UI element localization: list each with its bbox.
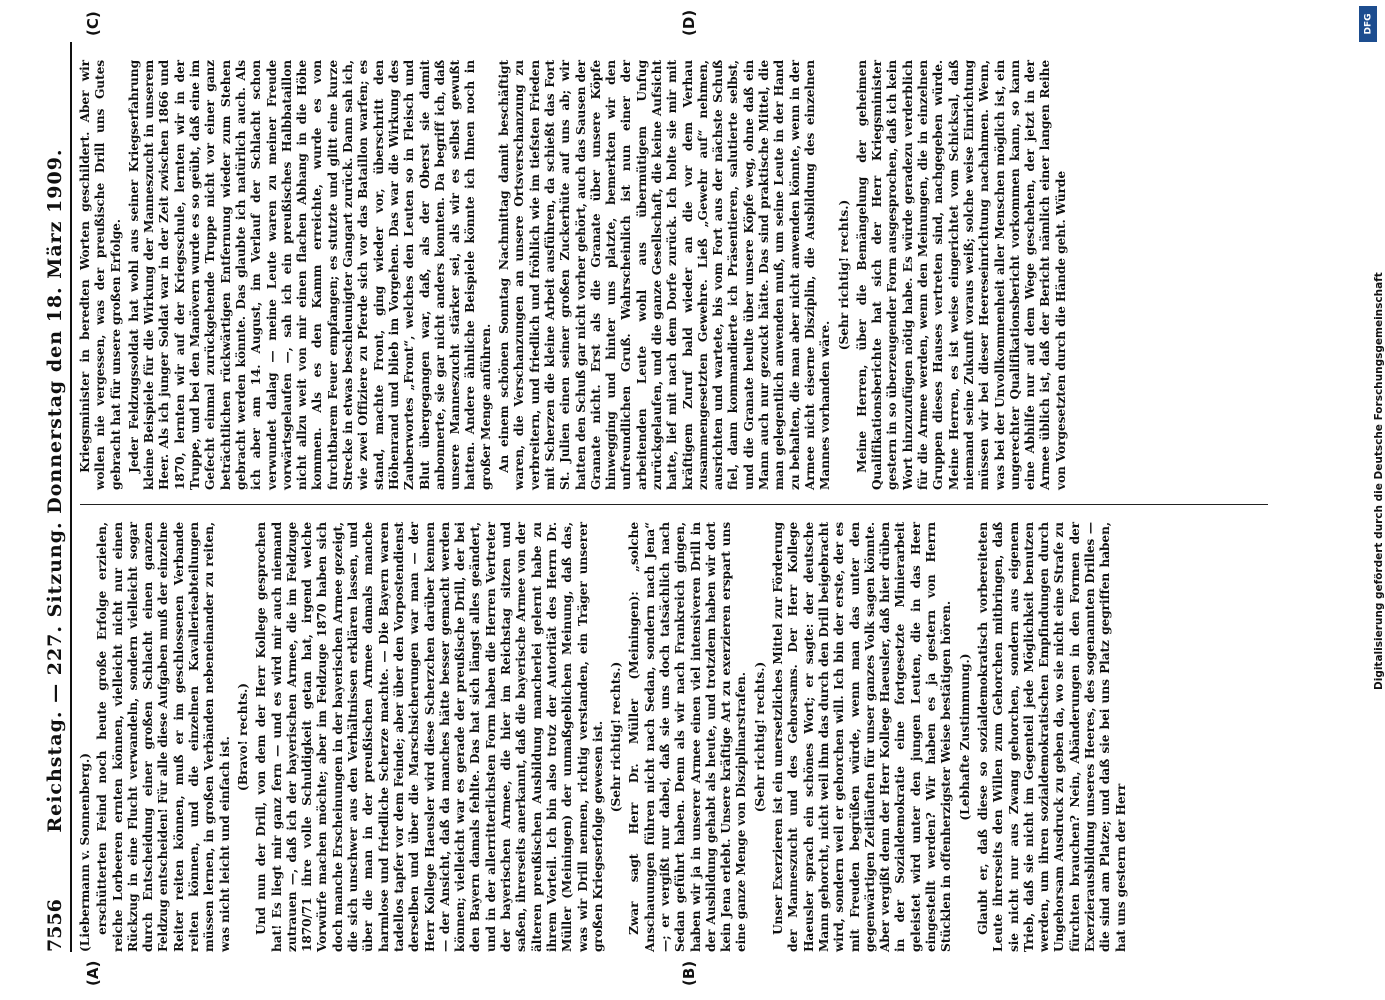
margin-marker-d: (D) <box>680 9 698 36</box>
dfg-logo <box>1359 6 1377 42</box>
paragraph: An einem schönen Sonntag Nachmittag damit beschäftigt waren, die Verschanzungen an unsere Ortsverschanzung zu verbreitern, und friedlich und fröhlich wie im tiefsten Frieden mit Scherzen die kleine Arbeit ausführen, da schießt das Fort St. Julien einen seiner großen Zuckerhüte auf uns ab; wir hatten den Schuß gar nicht vorher gehört, auch das Sausen der Granate nicht. Erst als die Granate über unsere Köpfe hinwegging und hinter uns platzte, bemerkten wir den unfreundlichen Gruß. Wahrscheinlich ist nun einer der arbeitenden Leute wohl aus übermütigem Unfug zurückgelaufen, und die ganze Gesellschaft, die keine Aufsicht hatte, lief mit nach dem Dorfe zurück. Ich holte sie mir mit kräftigem Zuruf bald wieder an die vor dem Verhau zusammengesetzten Gewehre. Ließ „Gewehr auf“ nehmen, ausrichten und wartete, bis vom Fort aus der nächste Schuß fiel, dann kommandierte ich Präsentieren, salutierte selbst, und die Granate heulte über unsere Köpfe weg, ohne daß ein Mann auch nur gezuckt hätte. Das sind praktische Mittel, die man gelegentlich anwenden muß, um seine Leute in der Hand zu behalten, die man aber nicht anwenden könnte, wenn in der Armee nicht eiserne Disziplin, die Ausbildung des einzelnen Mannes vorhanden wäre. <box>497 60 833 490</box>
page-title: Reichstag. — 227. Sitzung. Donnerstag den 18. März 1909. <box>44 148 66 833</box>
paragraph: Zwar sagt Herr Dr. Müller (Meiningen): „solche Anschauungen führen nicht nach Sedan, sondern nach Jena“ —; er vergißt nur dabei, daß sie uns doch tatsächlich nach Sedan geführt haben. Denn als wir nach Frankreich gingen, haben wir ja in unserer Armee einen viel intensiveren Drill in der Ausbildung gehabt als heute, und trotzdem haben wir dort kein Jena erlebt. Unsere kräftige Art zu exerzieren erspart uns eine ganze Menge von Disziplinarstrafen. <box>627 522 749 952</box>
interjection: (Sehr richtig! rechts.) <box>836 199 851 351</box>
page-number: 7556 <box>44 899 66 952</box>
paragraph: Und nun der Drill, von dem der Herr Kollege gesprochen hat! Es liegt mir ganz fern — und es wird mir auch niemand zutrauen —, daß ich der bayerischen Armee, die im Feldzuge 1870/71 ihre volle Schuldigkeit getan hat, irgend welche Vorwürfe machen möchte; aber im Feldzuge 1870 haben sich doch manche Erscheinungen in der bayerischen Armee gezeigt, die sich unschwer aus den Verhältnissen erklären lassen, und über die man in der preußischen Armee damals manche harmlose und friedliche Scherze machte. — Die Bayern waren tadellos tapfer vor dem Feinde; aber über den Vorpostendienst derselben und über die Marschsicherungen war man — der Herr Kollege Haeusler wird diese Scherzchen darüber kennen — der Ansicht, daß da manches hätte besser gemacht werden können; vielleicht war es gerade der preußische Drill, der bei den Bayern damals fehlte. Das hat sich längst alles geändert, und in der allerritterlichsten Form haben die Herren Vertreter der bayerischen Armee, die hier im Reichstag sitzen und saßen, ihrerseits anerkannt, daß die bayerische Armee von der älteren preußischen Ausbildung mancherlei gelernt habe zu ihrem Vorteil. Ich bin also trotz der Autorität des Herrn Dr. Müller (Meiningen) der unmaßgeblichen Meinung, daß das, was wir Drill nennen, richtig verstanden, ein Träger unserer großen Kriegserfolge gewesen ist. <box>254 522 605 952</box>
right-column <box>78 60 1268 490</box>
digitization-credit <box>1355 0 1385 1000</box>
left-column <box>78 522 1268 952</box>
interjection: (Sehr richtig! rechts.) <box>609 661 624 813</box>
paragraph: Kriegsminister in beredten Worten geschildert. Aber wir wollen nie vergessen, was der preußische Drill uns Gutes gebracht hat für unsere großen Erfolge. <box>78 60 123 490</box>
credit-text: Digitalisierung gefördert durch die Deutsche Forschungsgemeinschaft <box>1373 272 1385 690</box>
margin-marker-a: (A) <box>84 960 102 986</box>
speaker-name: (Liebermann v. Sonnenberg.) <box>78 752 92 952</box>
paragraph: Jeder Feldzugssoldat hat wohl aus seiner Kriegserfahrung kleine Beispiele für die Wirkung der Manneszucht in unserem Heer. Als ich junger Soldat war in der Zeit zwischen 1866 und 1870, lernten wir auf der Kriegsschule, lernten wir in der Truppe, und bei den Manövern wurde es so geübt, daß eine im Gefecht einmal zurückgehende Truppe nicht vor einer ganz beträchtlichen rückwärtigen Entfernung wieder zum Stehen gebracht werden könnte. Das glaubte ich natürlich auch. Als ich aber am 14. August, im Verlauf der Schlacht schon verwundet dalag — meine Leute waren zu meiner Freude vorwärtsgelaufen —, sah ich ein preußisches Halbbataillon nicht allzu weit von mir einen flachen Abhang in die Höhe kommen. Als es den Kamm erreichte, wurde es von furchtbarem Feuer empfangen; es stutzte und glitt eine kurze Strecke in etwas beschleunigter Gangart zurück. Dann sah ich, wie zwei Offiziere zu Pferde sich vor das Bataillon warfen; es stand, machte Front, ging wieder vor, überschritt den Höhenrand und blieb im Vorgehen. Das war die Wirkung des Zauberwortes „Front“, welches den Leuten so in Fleisch und Blut übergegangen war, daß, als der Oberst sie damit anbonnerte, sie gar nicht anders konnten. Da begriff ich, daß unsere Manneszucht stärker sei, als wir es selbst gewußt hatten. Andere ähnliche Beispiele könnte ich Ihnen noch in großer Menge anführen. <box>126 60 493 490</box>
margin-marker-b: (B) <box>680 960 698 986</box>
dfg-logo-text: DFG <box>1363 13 1374 35</box>
margin-marker-c: (C) <box>84 11 102 36</box>
paragraph: Unser Exerzieren ist ein unersetzliches Mittel zur Förderung der Manneszucht und des Gehorsams. Der Herr Kollege Haeusler sprach ein schönes Wort; er sagte: der deutsche Mann gehorcht, nicht weil ihm das durch den Drill beigebracht wird, sondern weil er gehorchen will. Ich bin der erste, der es mit Freuden begrüßen würde, wenn man das unter den gegenwärtigen Zeitläuften für unser ganzes Volk sagen könnte. Aber vergißt denn der Herr Kollege Haeusler, daß hier drüben in der Sozialdemokratie eine fortgesetzte Minierarbeit geleistet wird unter den jungen Leuten, die in das Heer eingestellt werden? Wir haben es ja gestern von Herrn Stücklen in offenherzigster Weise bestätigen hören. <box>771 522 954 952</box>
page-header <box>40 42 72 952</box>
paragraph: Glaubt er, daß diese so sozialdemokratisch vorbereiteten Leute ihrerseits den Willen zum Gehorchen mitbringen, daß sie nicht nur aus Zwang gehorchen, sondern aus eigenem Trieb, daß sie nicht im Gegenteil jede Möglichkeit benutzen werden, um ihren sozialdemokratischen Empfindungen durch Ungehorsam Ausdruck zu geben da, wo sie nicht eine Strafe zu fürchten brauchen? Nein, Abänderungen in den Formen der Exerzierausbildung unseres Heeres, des sogenannten Drilles — die sind am Platze; und daß sie bei uns Platz gegriffen haben, hat uns gestern der Herr <box>975 522 1128 952</box>
interjection: (Bravo! rechts.) <box>235 682 250 792</box>
interjection: (Sehr richtig! rechts.) <box>752 661 767 813</box>
paragraph: Meine Herren, über die Bemängelung der geheimen Qualifikationsberichte hat sich der Herr Kriegsminister gestern in so überzeugender Form ausgesprochen, daß ich kein Wort hinzuzufügen nötig habe. Es würde geradezu verderblich für die Armee werden, wenn den Meinungen, die in einzelnen Gruppen dieses Hauses vertreten sind, nachgegeben würde. Meine Herren, es ist weise eingerichtet vom Schicksal, daß niemand seine Zukunft voraus weiß; solche weise Einrichtung müssen wir bei dieser Heereseinrichtung nachahmen. Wenn, was bei der Unvollkommenheit aller Menschen möglich ist, ein ungerechter Qualifikationsbericht vorkommen kann, so kann eine Abhilfe nur auf dem Wege geschehen, der jetzt in der Armee üblich ist, daß der Bericht nämlich einer langen Reihe von Vorgesetzten durch die Hände geht. Würde <box>854 60 1068 490</box>
column-divider <box>80 504 1268 505</box>
interjection: (Lebhafte Zustimmung.) <box>957 653 972 821</box>
paragraph: erschütterten Feind noch heute große Erfolge erzielen, reiche Lorbeeren ernten können, vielleicht nicht nur einen Rückzug in eine Flucht verwandeln, sondern vielleicht sogar durch Entscheidung einer großen Schlacht einen ganzen Feldzug entscheiden! Für alle diese Aufgaben muß der einzelne Reiter reiten können, muß er im geschlossenen Verbande reiten können, und die einzelnen Kavallerieabteilungen müssen lernen, in großen Verbänden nebeneinander zu reiten, was nicht leicht und einfach ist. <box>95 522 232 952</box>
page-frame <box>40 9 1270 986</box>
